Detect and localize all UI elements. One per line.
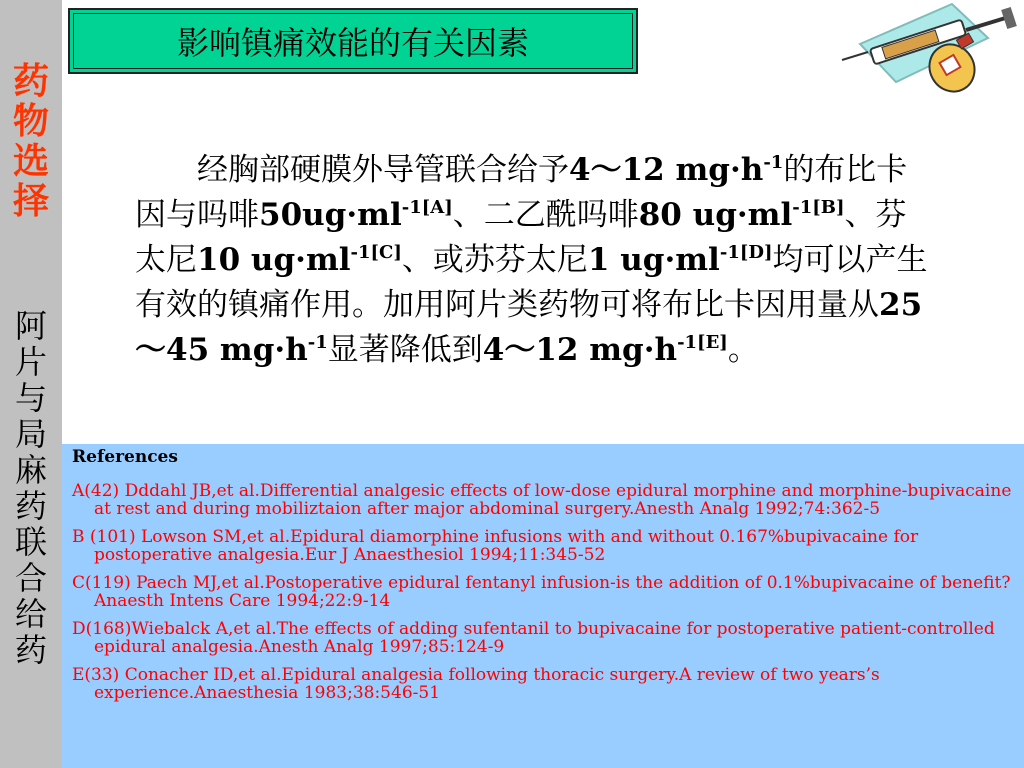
body-text-run: 均可以产生有效的镇痛作用。加用阿片类药物可将布比卡因用量从 [135, 242, 928, 323]
sidebar-subtitle-char: 与 [14, 379, 47, 417]
dose-value: 10 ug·ml [197, 242, 351, 278]
dose-value: 80 ug·ml [638, 197, 793, 233]
sidebar-subtitle-char: 药 [14, 487, 47, 525]
sidebar [0, 0, 62, 768]
slide-title-box [68, 8, 638, 74]
sidebar-subtitle [0, 308, 62, 668]
sidebar-subtitle-char: 片 [14, 343, 47, 381]
reference-item: A(42) Dddahl JB,et al.Differential analgesic effects of low-dose epidural morphine and morphine-bupivacaine at rest and during mobiliztaion after major abdominal surgery.Anesth Analg 1992;74:362-5 [72, 481, 1012, 519]
sidebar-subtitle-char: 药 [14, 631, 47, 669]
dose-value: 4～12 mg·h [482, 332, 678, 368]
reference-item: C(119) Paech MJ,et al.Postoperative epidural fentanyl infusion-is the addition of 0.1%bupivacaine of benefit?Anaesth Intens Care 1994;22:9-14 [72, 573, 1011, 611]
body-text-run: 、或苏芬太尼 [401, 242, 588, 278]
references-panel [62, 444, 1024, 768]
sidebar-subtitle-char: 局 [14, 415, 47, 453]
dose-value: 50ug·ml [259, 197, 402, 233]
sidebar-title-char: 药 [12, 61, 49, 102]
references-heading: References [72, 447, 178, 467]
slide-title: 影响镇痛效能的有关因素 [176, 24, 529, 62]
citation-superscript: -1[C] [350, 242, 402, 263]
sidebar-subtitle-char: 给 [14, 595, 47, 633]
body-text-run: 的布比卡因与吗啡 [135, 152, 908, 233]
citation-superscript: -1[E] [677, 332, 728, 353]
body-paragraph [135, 148, 935, 373]
reference-item: D(168)Wiebalck A,et al.The effects of adding sufentanil to bupivacaine for postoperative patient-controlled epidural analgesia.Anesth Analg 1997;85:124-9 [72, 619, 995, 657]
sidebar-subtitle-char: 联 [14, 523, 47, 561]
dose-value: 4～12 mg·h [569, 152, 764, 188]
reference-item: E(33) Conacher ID,et al.Epidural analgesia following thoracic surgery.A review of two years’s experience.Anaesthesia 1983;38:546-51 [72, 665, 880, 703]
body-text-run: 显著降低到 [327, 332, 483, 368]
sidebar-subtitle-char: 阿 [14, 307, 47, 345]
body-text-run: 、芬太尼 [135, 197, 907, 278]
citation-superscript: -1[A] [401, 197, 453, 218]
dose-value: 25～45 mg·h [135, 287, 923, 368]
sidebar-title-char: 物 [12, 101, 49, 142]
paragraph-indent [135, 152, 197, 188]
citation-superscript: -1[B] [792, 197, 845, 218]
superscript: -1 [763, 152, 784, 173]
sidebar-title [0, 62, 62, 222]
reference-item: B (101) Lowson SM,et al.Epidural diamorphine infusions with and without 0.167%bupivacaine for postoperative analgesia.Eur J Anaesthesiol 1994;11:345-52 [72, 527, 919, 565]
syringe-and-vial-icon [840, 2, 1022, 94]
superscript: -1 [307, 332, 328, 353]
sidebar-title-char: 择 [12, 181, 49, 222]
body-text-run: 、二乙酰吗啡 [452, 197, 639, 233]
sidebar-subtitle-char: 麻 [14, 451, 47, 489]
dose-value: 1 ug·ml [587, 242, 720, 278]
sidebar-subtitle-char: 合 [14, 559, 47, 597]
sidebar-title-char: 选 [12, 141, 49, 182]
body-text-run: 经胸部硬膜外导管联合给予 [197, 152, 569, 188]
body-text-run: 。 [727, 332, 759, 368]
citation-superscript: -1[D] [719, 242, 773, 263]
